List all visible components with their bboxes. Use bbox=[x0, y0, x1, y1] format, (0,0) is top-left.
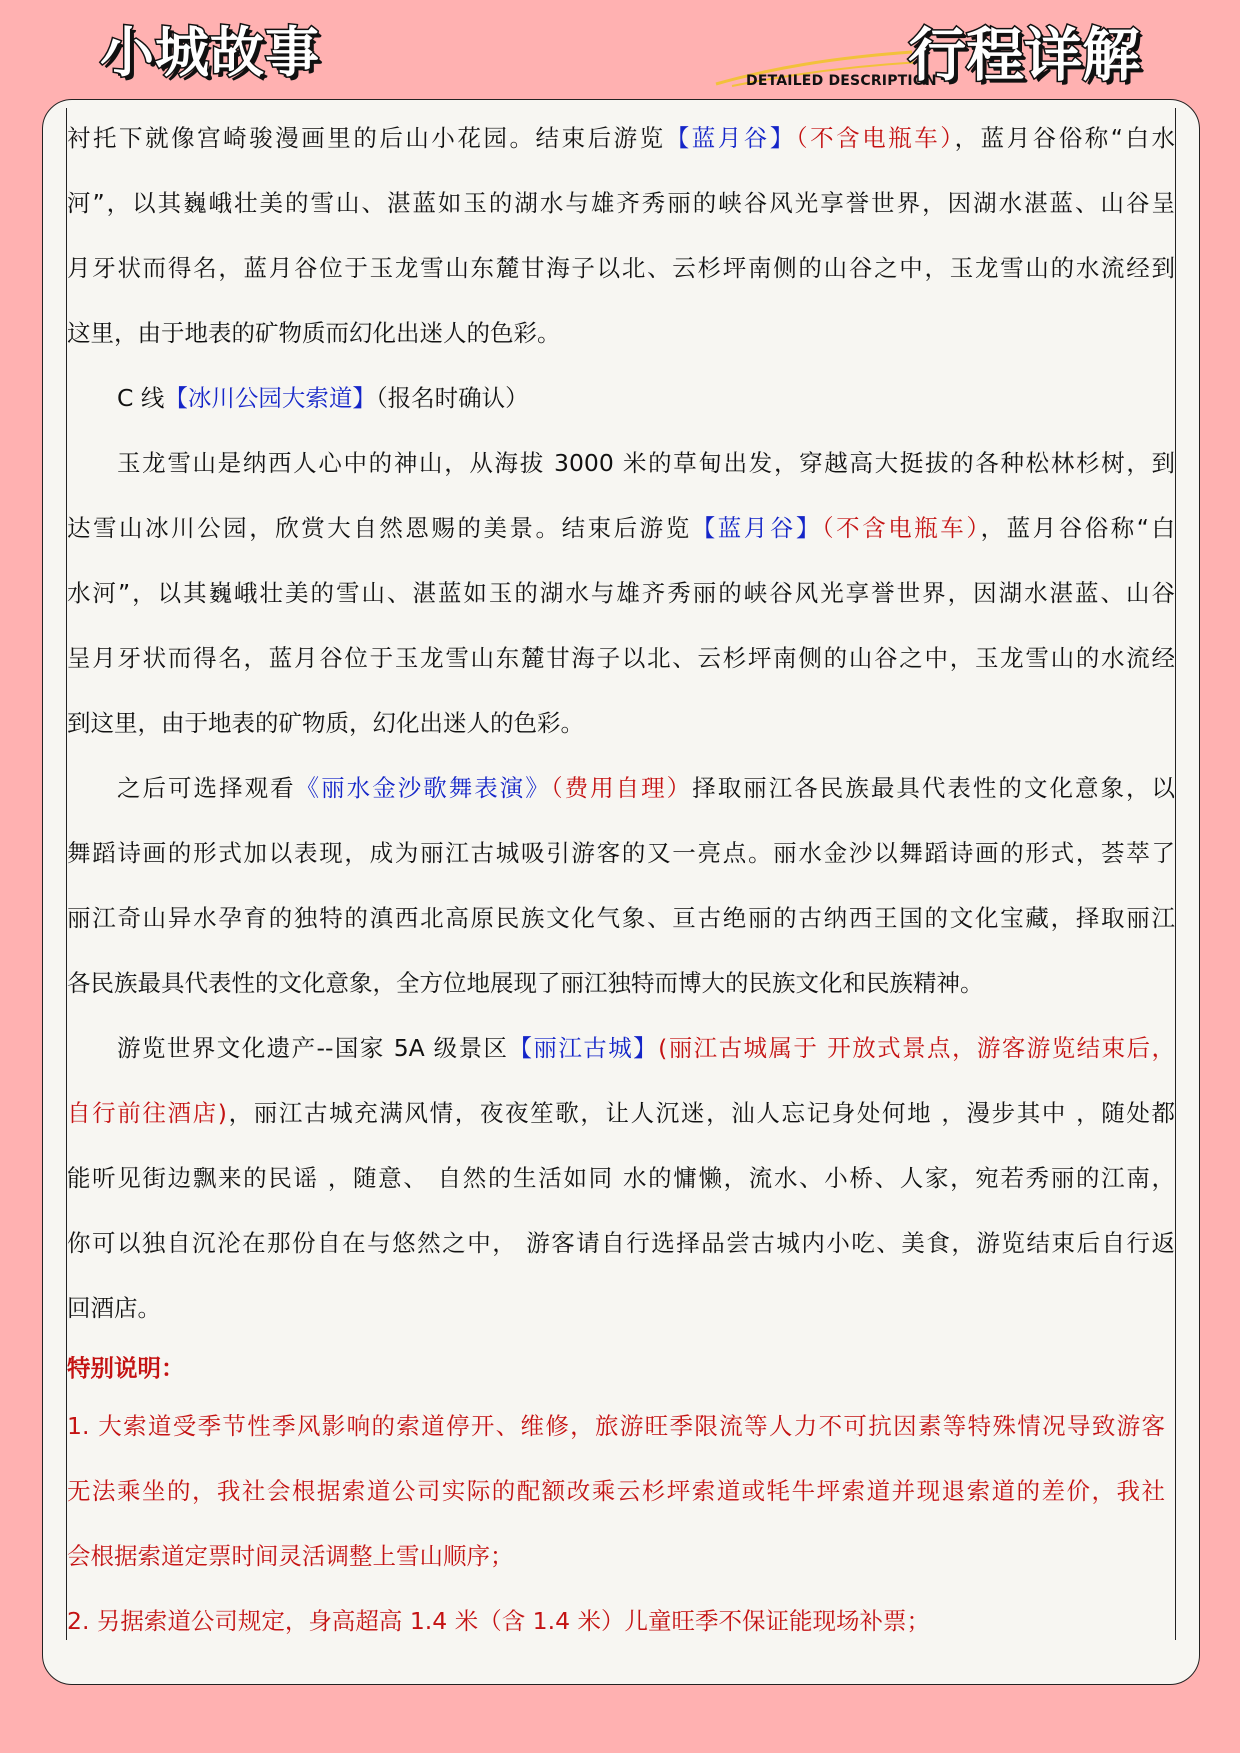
route-c-heading bbox=[67, 378, 1175, 418]
highlight-red-note: (丽江古城属于 开放式景点，游客游览结束后， bbox=[658, 1034, 1175, 1062]
highlight-red-note: 自行前往酒店) bbox=[67, 1099, 227, 1127]
paragraph-line: 回酒店。 bbox=[67, 1294, 161, 1322]
highlight-red-note: （费用自理） bbox=[550, 774, 693, 802]
text-segment: 游览世界文化遗产--国家 5A 级景区 bbox=[117, 1034, 509, 1062]
text-segment: 之后可选择观看 bbox=[117, 774, 296, 802]
text-segment: 衬托下就像宫崎骏漫画里的后山小花园。结束后游览 bbox=[67, 124, 666, 152]
highlight-blue-show: 《丽水金沙歌舞表演》 bbox=[295, 774, 551, 802]
highlight-blue-lanyuegu: 【蓝月谷】 bbox=[665, 124, 796, 152]
highlight-blue-lanyuegu: 【蓝月谷】 bbox=[691, 514, 822, 542]
text-segment: 择取丽江各民族最具代表性的文化意象，以 bbox=[692, 774, 1175, 802]
paragraph-line: 能听见街边飘来的民谣 ，随意、 自然的生活如同 水的慵懒，流水、小桥、人家，宛若秀丽的江南， bbox=[67, 1164, 1175, 1192]
highlight-red-note: （不含电瓶车） bbox=[795, 124, 955, 152]
section-title: 行程详解 bbox=[907, 21, 1140, 89]
highlight-blue-glacier-cableway: 【冰川公园大索道】 bbox=[164, 384, 376, 412]
special-note-line: 无法乘坐的，我社会根据索道公司实际的配额改乘云杉坪索道或牦牛坪索道并现退索道的差价，我社 bbox=[67, 1477, 1165, 1505]
itinerary-content bbox=[66, 108, 1176, 1640]
text-segment: ，丽江古城充满风情，夜夜笙歌，让人沉迷，汕人忘记身处何地 ，漫步其中 ，随处都 bbox=[226, 1099, 1175, 1127]
paragraph-line: 玉龙雪山是纳西人心中的神山，从海拔 3000 米的草甸出发，穿越高大挺拔的各种松林杉树，到 bbox=[117, 449, 1175, 477]
highlight-blue-old-town: 【丽江古城】 bbox=[508, 1034, 659, 1062]
paragraph-line bbox=[67, 768, 1175, 808]
paragraph-line: 到这里，由于地表的矿物质，幻化出迷人的色彩。 bbox=[67, 709, 584, 737]
highlight-red-note: （不含电瓶车） bbox=[821, 514, 981, 542]
paragraph-line: 丽江奇山异水孕育的独特的滇西北高原民族文化气象、亘古绝丽的古纳西王国的文化宝藏，择取丽江 bbox=[67, 904, 1175, 932]
paragraph-line: 呈月牙状而得名，蓝月谷位于玉龙雪山东麓甘海子以北、云杉坪南侧的山谷之中，玉龙雪山的水流经 bbox=[67, 644, 1175, 672]
text-segment: （报名时确认） bbox=[375, 384, 529, 412]
paragraph-line: 各民族最具代表性的文化意象，全方位地展现了丽江独特而博大的民族文化和民族精神。 bbox=[67, 969, 984, 997]
special-note-line: 2. 另据索道公司规定，身高超高 1.4 米（含 1.4 米）儿童旺季不保证能现场补票； bbox=[67, 1607, 931, 1635]
paragraph-line bbox=[67, 1093, 1175, 1133]
paragraph-line: 水河”，以其巍峨壮美的雪山、湛蓝如玉的湖水与雄齐秀丽的峡谷风光享誉世界，因湖水湛蓝、山谷 bbox=[67, 579, 1175, 607]
brand-title: 小城故事 bbox=[100, 21, 320, 84]
section-subtitle: DETAILED DESCRIPTION bbox=[746, 73, 937, 89]
text-segment: ，蓝月谷俗称“白 bbox=[980, 514, 1175, 542]
paragraph-line: 你可以独自沉沦在那份自在与悠然之中， 游客请自行选择品尝古城内小吃、美食，游览结束后自行返 bbox=[67, 1229, 1175, 1257]
special-note-line: 1. 大索道受季节性季风影响的索道停开、维修，旅游旺季限流等人力不可抗因素等特殊情况导致游客 bbox=[67, 1412, 1165, 1440]
special-notes-heading: 特别说明： bbox=[67, 1354, 185, 1382]
paragraph-line bbox=[67, 508, 1175, 548]
paragraph-line bbox=[67, 118, 1175, 158]
special-note-line: 会根据索道定票时间灵活调整上雪山顺序； bbox=[67, 1542, 514, 1570]
text-segment: 达雪山冰川公园，欣赏大自然恩赐的美景。结束后游览 bbox=[67, 514, 692, 542]
paragraph-line: 舞蹈诗画的形式加以表现，成为丽江古城吸引游客的又一亮点。丽水金沙以舞蹈诗画的形式，荟萃了 bbox=[67, 839, 1175, 867]
paragraph-line: 月牙状而得名，蓝月谷位于玉龙雪山东麓甘海子以北、云杉坪南侧的山谷之中，玉龙雪山的水流经到 bbox=[67, 254, 1175, 282]
paragraph-line: 河”，以其巍峨壮美的雪山、湛蓝如玉的湖水与雄齐秀丽的峡谷风光享誉世界，因湖水湛蓝、山谷呈 bbox=[67, 189, 1175, 217]
text-segment: ，蓝月谷俗称“白水 bbox=[954, 124, 1175, 152]
paragraph-line: 这里，由于地表的矿物质而幻化出迷人的色彩。 bbox=[67, 319, 561, 347]
text-segment: C 线 bbox=[117, 384, 165, 412]
paragraph-line bbox=[67, 1028, 1175, 1068]
